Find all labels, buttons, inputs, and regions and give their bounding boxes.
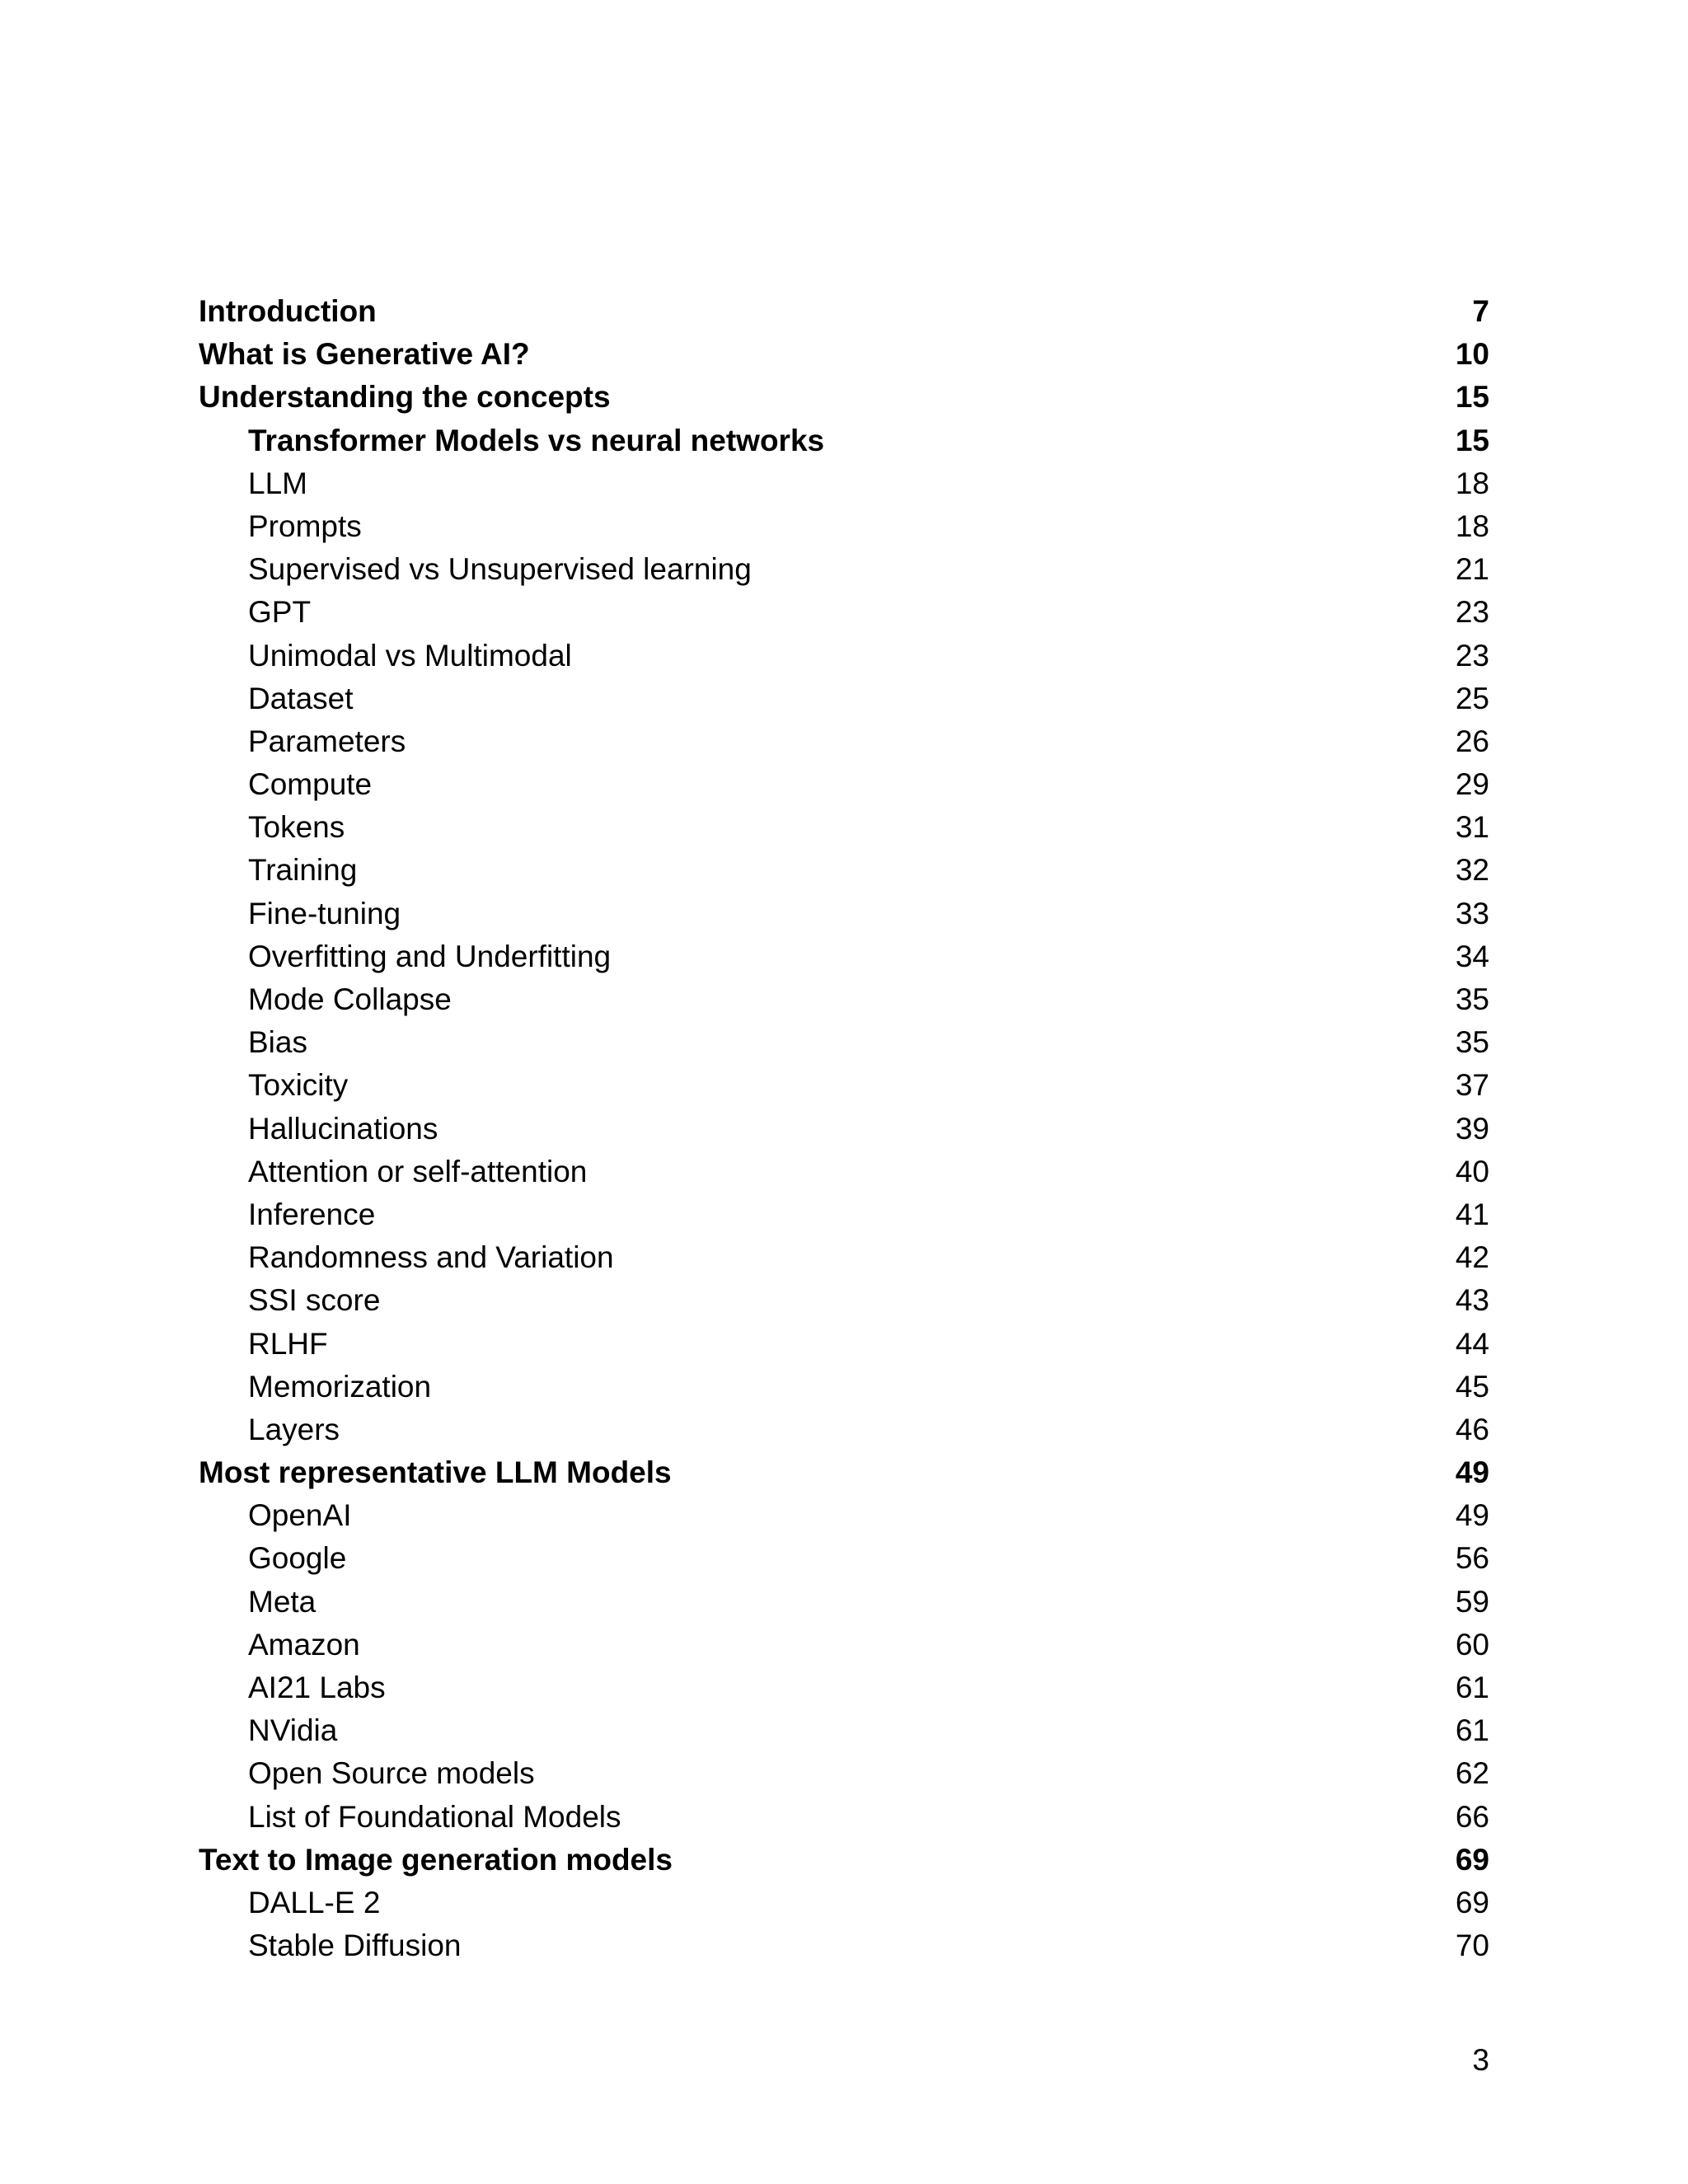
toc-entry[interactable] — [199, 1624, 1489, 1666]
toc-entry-page: 25 — [1455, 681, 1489, 715]
toc-entry[interactable] — [199, 1193, 1489, 1236]
toc-entry-page: 49 — [1455, 1455, 1489, 1490]
toc-entry-label: Most representative LLM Models — [199, 1455, 672, 1490]
toc-entry-page: 23 — [1455, 638, 1489, 673]
toc-entry[interactable] — [199, 376, 1489, 419]
toc-entry-page: 15 — [1455, 423, 1489, 457]
toc-entry[interactable] — [199, 1752, 1489, 1795]
toc-entry[interactable] — [199, 720, 1489, 763]
toc-entry-label: Inference — [248, 1197, 376, 1231]
toc-entry-page: 43 — [1455, 1283, 1489, 1318]
toc-entry-label: Toxicity — [248, 1068, 349, 1103]
toc-entry[interactable] — [199, 548, 1489, 591]
toc-entry-label: AI21 Labs — [248, 1671, 386, 1704]
toc-entry-label: DALL-E 2 — [248, 1885, 381, 1919]
toc-entry-page: 45 — [1455, 1369, 1489, 1404]
toc-entry-label: Overfitting and Underfitting — [248, 939, 612, 973]
toc-entry[interactable] — [199, 1796, 1489, 1839]
toc-entry[interactable] — [199, 763, 1489, 806]
toc-entry-label: Hallucinations — [248, 1111, 438, 1146]
table-of-contents — [199, 290, 1489, 1967]
toc-entry[interactable] — [199, 1709, 1489, 1752]
toc-entry-label: Open Source models — [248, 1756, 535, 1791]
toc-entry[interactable] — [199, 333, 1489, 376]
toc-entry-page: 39 — [1455, 1111, 1489, 1146]
toc-entry[interactable] — [199, 1581, 1489, 1624]
toc-entry-page: 40 — [1455, 1154, 1489, 1188]
toc-entry-label: Dataset — [248, 681, 354, 715]
toc-entry-label: Understanding the concepts — [199, 380, 611, 415]
toc-entry-page: 35 — [1455, 1025, 1489, 1060]
toc-entry[interactable] — [199, 1537, 1489, 1580]
toc-entry-page: 66 — [1455, 1799, 1489, 1834]
toc-entry-page: 32 — [1455, 853, 1489, 888]
toc-entry[interactable] — [199, 1323, 1489, 1366]
toc-entry-label: RLHF — [248, 1326, 328, 1361]
toc-entry-page: 41 — [1455, 1197, 1489, 1231]
toc-entry-page: 23 — [1455, 595, 1489, 630]
toc-entry[interactable] — [199, 849, 1489, 892]
toc-entry[interactable] — [199, 635, 1489, 677]
toc-entry-page: 61 — [1455, 1713, 1489, 1748]
toc-entry-label: Training — [248, 853, 358, 888]
toc-entry[interactable] — [199, 893, 1489, 935]
toc-entry-page: 18 — [1455, 466, 1489, 500]
toc-entry-page: 56 — [1455, 1541, 1489, 1576]
toc-entry-label: Compute — [248, 767, 373, 802]
toc-entry-page: 69 — [1455, 1885, 1489, 1919]
toc-entry-label: What is Generative AI? — [199, 337, 530, 372]
toc-entry-page: 10 — [1455, 337, 1489, 372]
toc-entry-label: Layers — [248, 1412, 340, 1446]
toc-entry-page: 21 — [1455, 552, 1489, 587]
toc-entry[interactable] — [199, 1408, 1489, 1451]
toc-entry-label: Introduction — [199, 294, 377, 328]
toc-entry-label: Bias — [248, 1025, 307, 1060]
toc-entry-label: Memorization — [248, 1369, 432, 1404]
toc-entry-label: Amazon — [248, 1627, 360, 1661]
toc-entry[interactable] — [199, 806, 1489, 849]
toc-entry-page: 46 — [1455, 1412, 1489, 1446]
toc-entry-page: 60 — [1455, 1627, 1489, 1661]
toc-entry-page: 33 — [1455, 896, 1489, 930]
toc-entry-label: Prompts — [248, 509, 362, 543]
toc-entry[interactable] — [199, 290, 1489, 333]
toc-entry-page: 29 — [1455, 767, 1489, 802]
page-number: 3 — [1472, 2043, 1489, 2077]
toc-entry[interactable] — [199, 1279, 1489, 1322]
toc-entry-label: Transformer Models vs neural networks — [248, 423, 825, 457]
toc-entry-page: 7 — [1472, 294, 1489, 328]
toc-entry-page: 34 — [1455, 939, 1489, 973]
toc-entry-label: Google — [248, 1541, 347, 1576]
toc-entry-label: Attention or self-attention — [248, 1154, 588, 1188]
toc-entry-page: 15 — [1455, 380, 1489, 415]
toc-entry-label: SSI score — [248, 1283, 381, 1318]
toc-entry[interactable] — [199, 1451, 1489, 1494]
toc-entry-label: List of Foundational Models — [248, 1799, 621, 1834]
toc-entry-page: 18 — [1455, 509, 1489, 543]
toc-entry-page: 49 — [1455, 1498, 1489, 1533]
toc-entry-label: Mode Collapse — [248, 982, 452, 1016]
toc-entry[interactable] — [199, 1882, 1489, 1924]
toc-entry[interactable] — [199, 1366, 1489, 1408]
toc-entry-page: 69 — [1455, 1842, 1489, 1877]
toc-entry-label: Tokens — [248, 810, 345, 845]
toc-entry-label: Meta — [248, 1584, 316, 1619]
toc-entry[interactable] — [199, 935, 1489, 978]
toc-entry-label: GPT — [248, 595, 312, 630]
toc-entry-label: Supervised vs Unsupervised learning — [248, 552, 752, 587]
toc-entry[interactable] — [199, 1494, 1489, 1537]
toc-entry[interactable] — [199, 462, 1489, 505]
toc-entry-label: NVidia — [248, 1713, 338, 1748]
toc-entry-page: 42 — [1455, 1240, 1489, 1275]
toc-entry-label: Unimodal vs Multimodal — [248, 638, 572, 673]
toc-entry[interactable] — [199, 677, 1489, 720]
toc-entry[interactable] — [199, 591, 1489, 634]
toc-entry[interactable] — [199, 978, 1489, 1021]
toc-entry-page: 70 — [1455, 1929, 1489, 1963]
toc-entry-label: Text to Image generation models — [199, 1842, 673, 1877]
toc-entry-page: 26 — [1455, 724, 1489, 758]
toc-entry[interactable] — [199, 1924, 1489, 1967]
toc-entry-label: LLM — [248, 466, 307, 500]
toc-entry-page: 62 — [1455, 1756, 1489, 1791]
toc-entry[interactable] — [199, 419, 1489, 462]
toc-entry[interactable] — [199, 1108, 1489, 1151]
toc-entry[interactable] — [199, 1666, 1489, 1709]
toc-entry[interactable] — [199, 505, 1489, 548]
toc-entry-page: 44 — [1455, 1326, 1489, 1361]
toc-entry[interactable] — [199, 1236, 1489, 1279]
toc-entry[interactable] — [199, 1151, 1489, 1193]
toc-entry-label: OpenAI — [248, 1498, 352, 1533]
toc-entry-page: 37 — [1455, 1068, 1489, 1103]
toc-entry[interactable] — [199, 1021, 1489, 1064]
toc-entry[interactable] — [199, 1064, 1489, 1107]
toc-entry-page: 61 — [1455, 1671, 1489, 1704]
toc-entry-label: Randomness and Variation — [248, 1240, 614, 1275]
toc-entry-page: 31 — [1455, 810, 1489, 845]
toc-entry[interactable] — [199, 1839, 1489, 1882]
toc-entry-label: Fine-tuning — [248, 896, 401, 930]
toc-entry-page: 35 — [1455, 982, 1489, 1016]
toc-entry-label: Stable Diffusion — [248, 1929, 462, 1963]
toc-entry-page: 59 — [1455, 1584, 1489, 1619]
toc-entry-label: Parameters — [248, 724, 406, 758]
